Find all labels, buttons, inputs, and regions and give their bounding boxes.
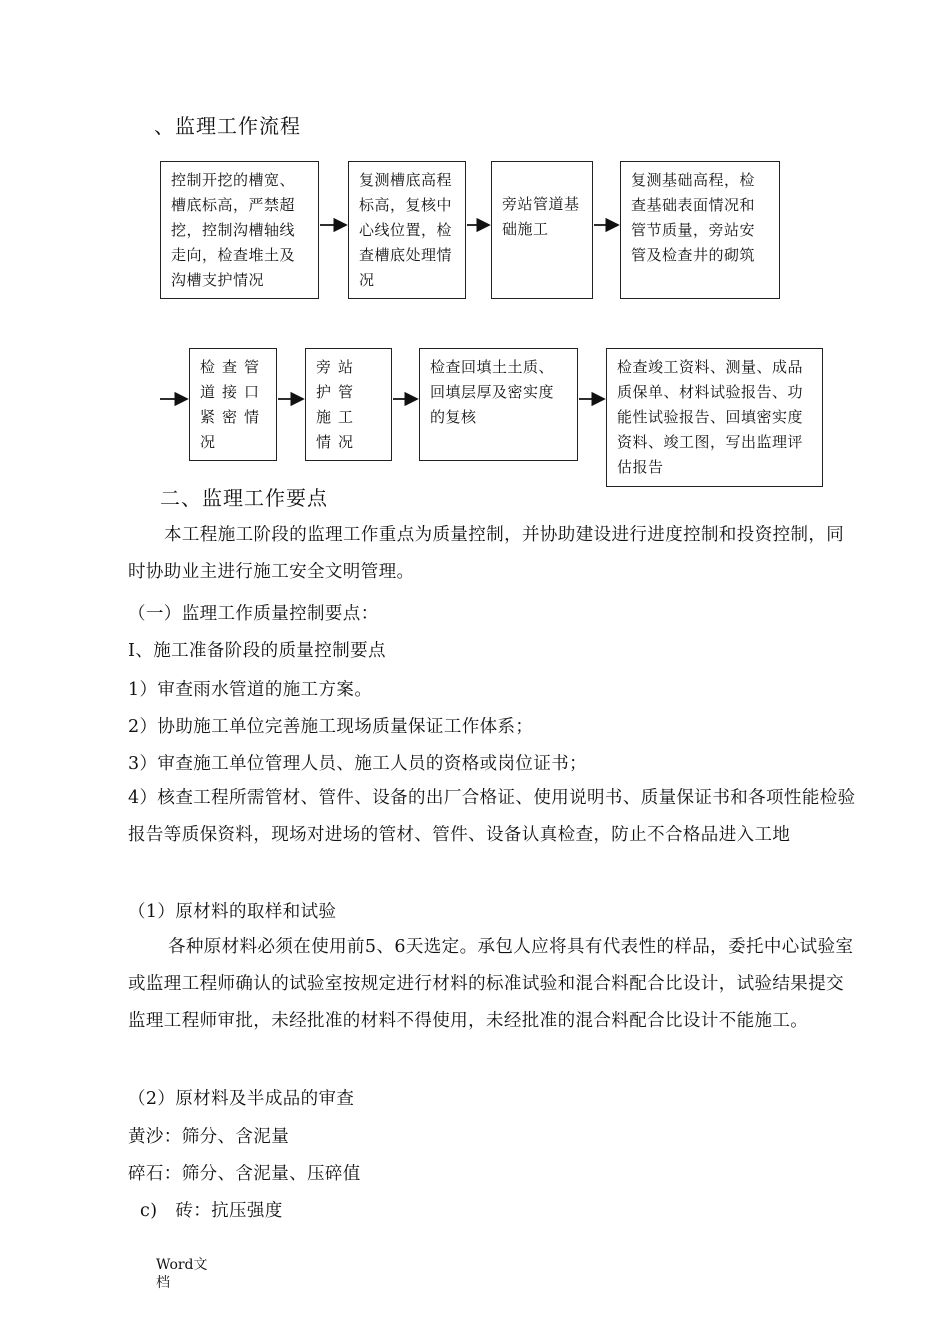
- material-gravel: 碎石：筛分、含泥量、压碎值: [128, 1164, 361, 1184]
- section-two-title: 二、监理工作要点: [160, 486, 328, 510]
- stage-title: Ⅰ、施工准备阶段的质量控制要点: [128, 641, 386, 661]
- sampling-title: （1）原材料的取样和试验: [128, 902, 337, 922]
- flow-box-3: 旁站管道基础施工: [491, 161, 593, 299]
- material-brick: c) 砖：抗压强度: [140, 1201, 283, 1221]
- flow-box-2: 复测槽底高程标高，复核中心线位置，检查槽底处理情况: [348, 161, 466, 299]
- flow-box-8: 检查竣工资料、测量、成品质保单、材料试验报告、功能性试验报告、回填密实度资料、竣工图，写出监理评估报告: [606, 348, 823, 487]
- flow-box-1: 控制开挖的槽宽、槽底标高，严禁超挖，控制沟槽轴线走向，检查堆土及沟槽支护情况: [160, 161, 319, 299]
- review-title: （2）原材料及半成品的审查: [128, 1089, 355, 1109]
- sampling-paragraph: 各种原材料必须在使用前5、6天选定。承包人应将具有代表性的样品，委托中心试验室或监理工程师确认的试验室按规定进行材料的标准试验和混合料配合比设计，试验结果提交监理工程师审批，未经批准的材料不得使用，未经批准的混合料配合比设计不能施工。: [128, 937, 854, 1031]
- flow-box-6: 旁站护管施工情况: [305, 348, 392, 461]
- page-footer: Word文档: [156, 1257, 208, 1291]
- flow-arrows: [0, 0, 950, 520]
- flow-box-4: 复测基础高程，检查基础表面情况和管节质量，旁站安管及检查井的砌筑: [620, 161, 780, 299]
- list-item-1: 1）审查雨水管道的施工方案。: [128, 680, 373, 700]
- flow-box-5: 检查管道接口紧密情况: [189, 348, 277, 461]
- list-item-3: 3）审查施工单位管理人员、施工人员的资格或岗位证书；: [128, 754, 588, 774]
- quality-title: （一）监理工作质量控制要点：: [128, 604, 379, 624]
- section-one-title: 、监理工作流程: [154, 114, 301, 138]
- flow-box-7: 检查回填土土质、回填层厚及密实度的复核: [419, 348, 578, 461]
- list-item-4: 4）核查工程所需管材、管件、设备的出厂合格证、使用说明书、质量保证书和各项性能检验报告等质保资料，现场对进场的管材、管件、设备认真检查，防止不合格品进入工地: [128, 788, 856, 845]
- material-sand: 黄沙：筛分、含泥量: [128, 1127, 290, 1147]
- intro-paragraph: 本工程施工阶段的监理工作重点为质量控制，并协助建设进行进度控制和投资控制，同时协助业主进行施工安全文明管理。: [128, 525, 845, 582]
- list-item-2: 2）协助施工单位完善施工现场质量保证工作体系；: [128, 717, 534, 737]
